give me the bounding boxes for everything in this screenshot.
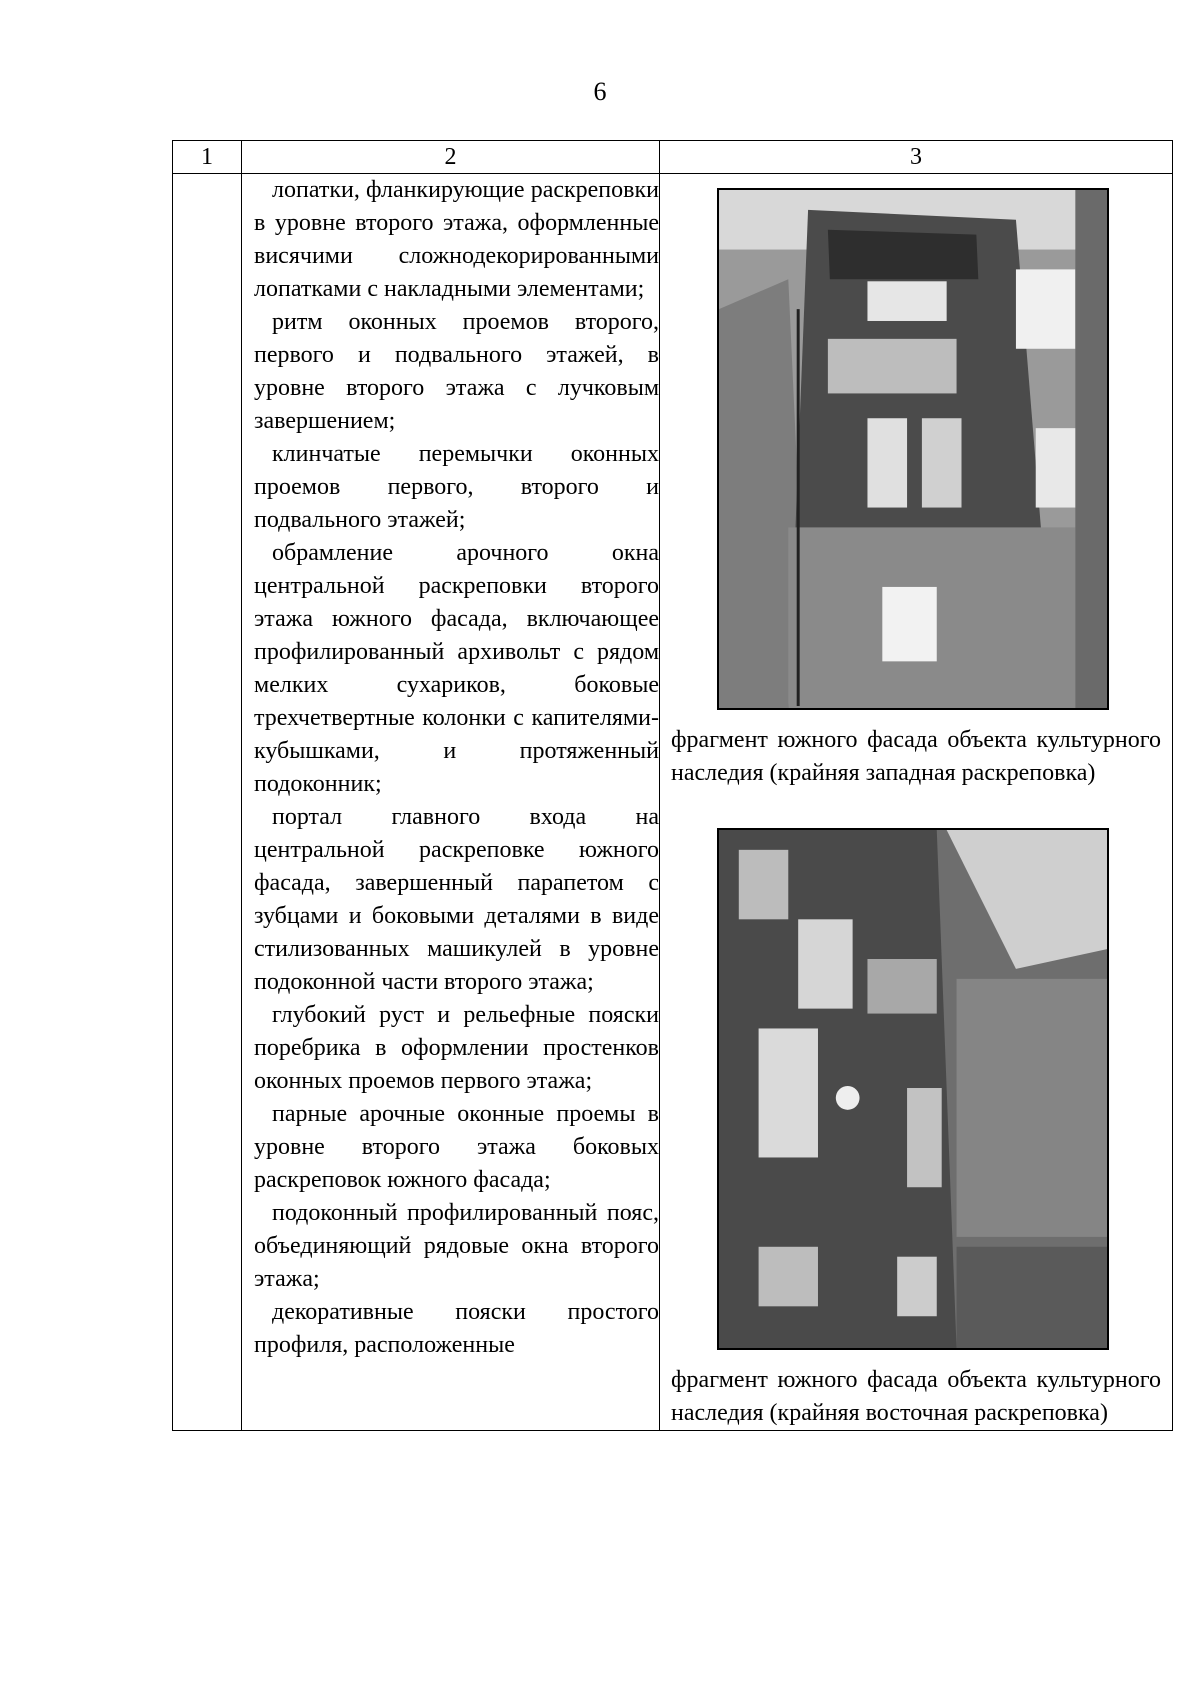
feature-item-sill-belt [254, 1197, 659, 1296]
feature-item-lintels [254, 438, 659, 537]
photo-east-facade [717, 828, 1109, 1350]
feature-lead: обрамление [272, 540, 394, 566]
feature-text: перемычки оконных проемов первого, второго и подвального этажей; [254, 441, 659, 533]
feature-text: арочного окна центральной раскреповки второго этажа южного фасада, включающее профилированный архивольт с рядом мелких сухариков, боковые трехчетвертные колонки с капителями-кубышками, и протяженный подоконник; [254, 540, 659, 797]
table-header-row [173, 141, 1173, 174]
photo-west-facade [717, 188, 1109, 710]
feature-item-portal [254, 801, 659, 999]
column-header-2: 2 [242, 141, 660, 174]
column-header-3: 3 [660, 141, 1173, 174]
feature-text: оконных проемов второго, первого и подвального этажей, в уровне второго этажа с лучковым завершением; [254, 309, 659, 434]
feature-item-rustication [254, 999, 659, 1098]
feature-item-arched-window [254, 537, 659, 801]
feature-text: арочные оконные проемы в уровне второго этажа боковых раскреповок южного фасада; [254, 1101, 659, 1193]
feature-text: фланкирующие раскреповки в уровне второго этажа, оформленные висячими сложнодекорированными лопатками с накладными элементами; [254, 177, 659, 302]
feature-item-decorative-belts [254, 1296, 659, 1362]
table-body-row [173, 174, 1173, 1431]
feature-lead: портал [272, 804, 343, 830]
page-number: 6 [593, 77, 607, 106]
feature-text: профилированный пояс, объединяющий рядовые окна второго этажа; [254, 1200, 659, 1292]
feature-lead: лопатки, [272, 177, 360, 203]
feature-lead: клинчатые [272, 441, 381, 467]
feature-text: руст и рельефные пояски поребрика в оформлении простенков оконных проемов первого этажа; [254, 1002, 659, 1094]
facade-photo-west-image [719, 190, 1107, 708]
monument-features-table [172, 140, 1173, 1431]
photo-caption-east: фрагмент южного фасада объекта культурного наследия (крайняя восточная раскреповка) [671, 1367, 1161, 1426]
feature-lead: декоративные [272, 1299, 414, 1325]
column-header-1: 1 [173, 141, 242, 174]
row-number-cell [173, 174, 242, 1431]
feature-lead: ритм [272, 309, 323, 335]
features-text-cell [242, 174, 660, 1431]
photo-caption-west: фрагмент южного фасада объекта культурного наследия (крайняя западная раскреповка) [671, 727, 1161, 786]
feature-text: главного входа на центральной раскреповке южного фасада, завершенный парапетом с зубцами и боковыми деталями в виде стилизованных машикулей в уровне подоконной части второго этажа; [254, 804, 659, 995]
feature-lead: подоконный [272, 1200, 398, 1226]
feature-item-window-rhythm [254, 306, 659, 438]
feature-item-pilasters [254, 174, 659, 306]
feature-item-paired-arches [254, 1098, 659, 1197]
feature-lead: глубокий [272, 1002, 366, 1028]
facade-photo-east-image [719, 830, 1107, 1348]
photos-cell [660, 174, 1173, 1431]
feature-lead: парные [272, 1101, 348, 1127]
feature-text: пояски простого профиля, расположенные [254, 1299, 659, 1358]
